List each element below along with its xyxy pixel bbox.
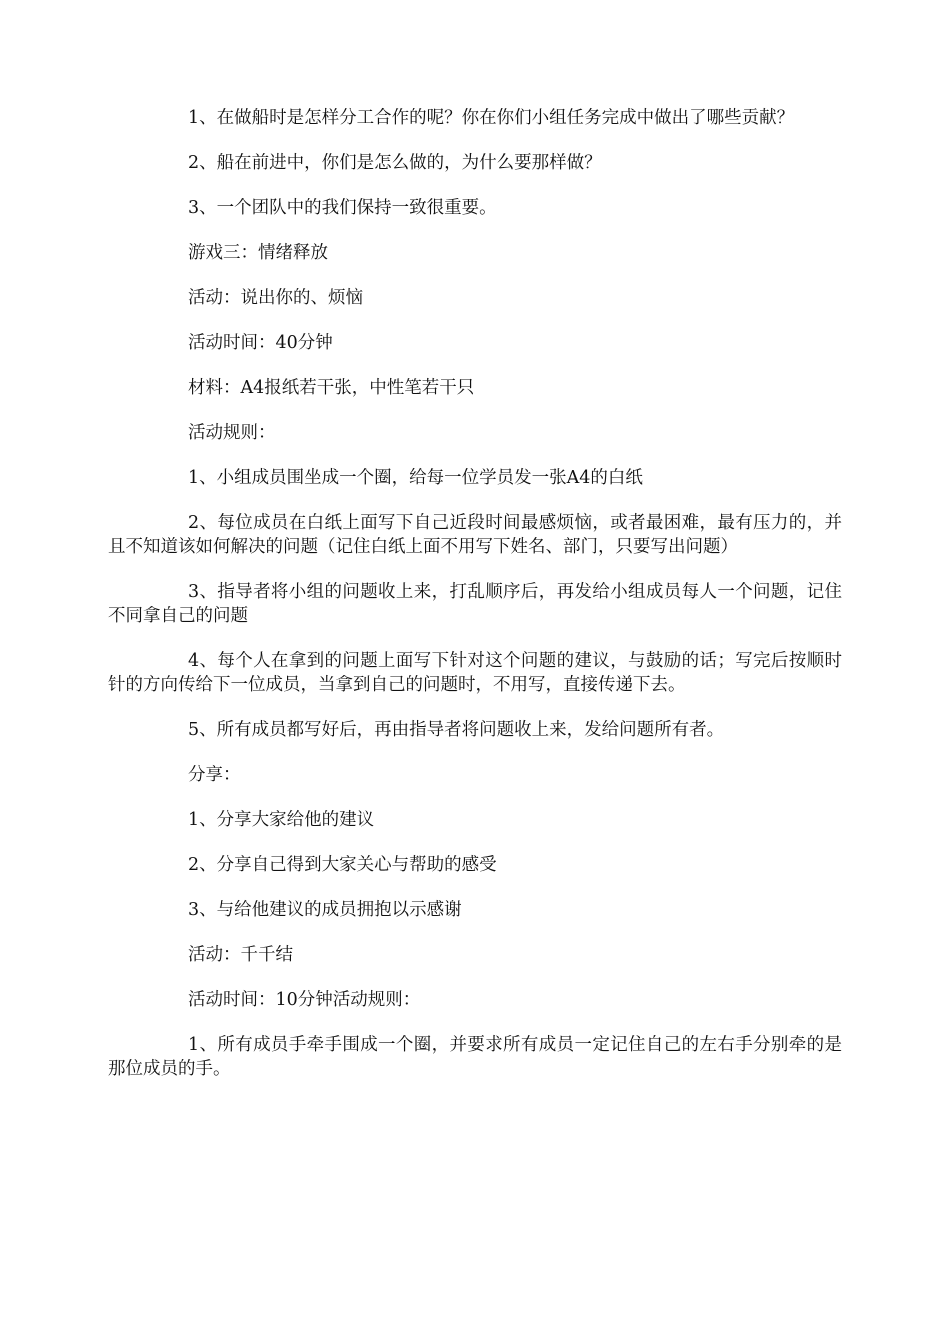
paragraph-rules-heading: 活动规则： bbox=[188, 423, 276, 443]
paragraph-3: 3、一个团队中的我们保持一致很重要。 bbox=[188, 198, 497, 218]
document-body bbox=[108, 106, 842, 1102]
paragraph-1: 1、在做船时是怎样分工合作的呢？你在你们小组任务完成中做出了哪些贡献？ bbox=[188, 108, 795, 128]
paragraph-knot-rule-1: 1、所有成员手牵手围成一个圈，并要求所有成员一定记住自己的左右手分别牵的是那位成员的手。 bbox=[108, 1035, 842, 1079]
paragraph-activity-knot-time: 活动时间：10分钟活动规则： bbox=[188, 990, 421, 1010]
paragraph-activity-time: 活动时间：40分钟 bbox=[188, 333, 333, 353]
paragraph-activity-knot: 活动：千千结 bbox=[188, 945, 293, 965]
paragraph-activity: 活动：说出你的、烦恼 bbox=[188, 288, 363, 308]
paragraph-share-heading: 分享： bbox=[188, 765, 241, 785]
paragraph-rule-1: 1、小组成员围坐成一个圈，给每一位学员发一张A4的白纸 bbox=[188, 468, 643, 488]
paragraph-share-2: 2、分享自己得到大家关心与帮助的感受 bbox=[188, 855, 497, 875]
paragraph-rule-2: 2、每位成员在白纸上面写下自己近段时间最感烦恼，或者最困难，最有压力的，并且不知道该如何解决的问题（记住白纸上面不用写下姓名、部门，只要写出问题） bbox=[108, 513, 842, 557]
paragraph-share-3: 3、与给他建议的成员拥抱以示感谢 bbox=[188, 900, 462, 920]
paragraph-share-1: 1、分享大家给他的建议 bbox=[188, 810, 375, 830]
paragraph-rule-4: 4、每个人在拿到的问题上面写下针对这个问题的建议，与鼓励的话；写完后按顺时针的方向传给下一位成员，当拿到自己的问题时，不用写，直接传递下去。 bbox=[108, 651, 842, 695]
paragraph-rule-3: 3、指导者将小组的问题收上来，打乱顺序后，再发给小组成员每人一个问题，记住不同拿自己的问题 bbox=[108, 582, 842, 626]
paragraph-rule-5: 5、所有成员都写好后，再由指导者将问题收上来，发给问题所有者。 bbox=[188, 720, 725, 740]
section-heading-game-three: 游戏三：情绪释放 bbox=[188, 243, 328, 263]
paragraph-materials: 材料：A4报纸若干张，中性笔若干只 bbox=[188, 378, 475, 398]
paragraph-2: 2、船在前进中，你们是怎么做的，为什么要那样做？ bbox=[188, 153, 602, 173]
